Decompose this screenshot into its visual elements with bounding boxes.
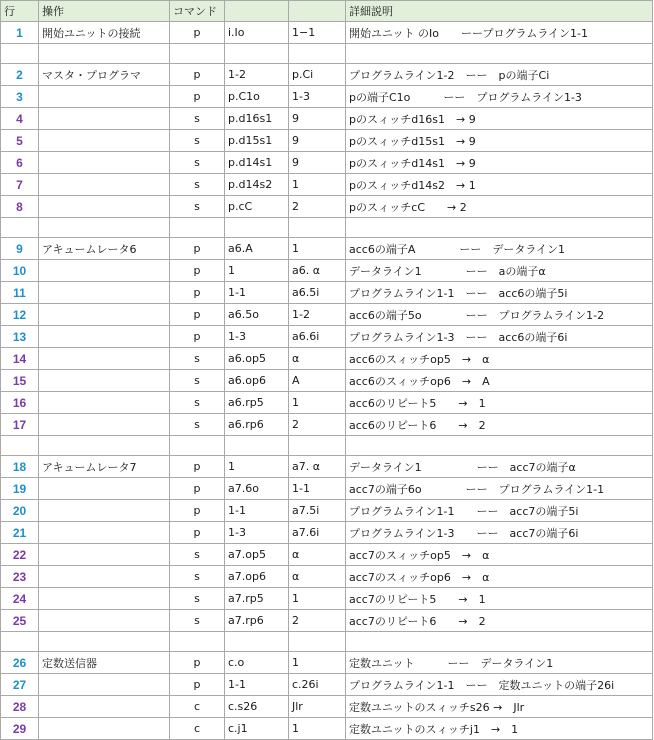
arg1-cell[interactable]: 1-3 [225, 326, 289, 348]
command-cell[interactable]: c [170, 696, 225, 718]
arg2-cell[interactable]: a7.5i [289, 500, 346, 522]
command-cell[interactable]: p [170, 238, 225, 260]
operation-cell[interactable]: アキュームレータ7 [39, 456, 170, 478]
table-row [1, 86, 653, 108]
operation-cell[interactable] [39, 260, 170, 282]
row-number-cell[interactable]: 4 [1, 108, 39, 130]
table-row [1, 108, 653, 130]
arg1-cell[interactable]: a7.rp6 [225, 610, 289, 632]
arg1-cell[interactable]: a6.A [225, 238, 289, 260]
row-number-cell[interactable]: 1 [1, 22, 39, 44]
description-cell[interactable]: pのスィッチd15s1 → 9 [346, 130, 653, 152]
table-row [1, 674, 653, 696]
arg2-cell[interactable]: 1 [289, 718, 346, 740]
table-row [1, 652, 653, 674]
table-row [1, 522, 653, 544]
arg1-cell[interactable]: 1 [225, 456, 289, 478]
row-number-cell[interactable]: 13 [1, 326, 39, 348]
arg1-cell[interactable]: 1-3 [225, 522, 289, 544]
command-cell[interactable]: s [170, 348, 225, 370]
arg2-cell[interactable]: α [289, 566, 346, 588]
operation-cell[interactable] [39, 196, 170, 218]
row-number-cell[interactable]: 19 [1, 478, 39, 500]
arg1-cell[interactable]: c.j1 [225, 718, 289, 740]
spacer-row [1, 436, 653, 456]
command-cell[interactable]: p [170, 674, 225, 696]
operation-cell[interactable]: 開始ユニットの接続 [39, 22, 170, 44]
arg1-cell[interactable]: a7.op5 [225, 544, 289, 566]
row-number-cell[interactable]: 2 [1, 64, 39, 86]
command-cell[interactable]: s [170, 414, 225, 436]
table-row [1, 414, 653, 436]
row-number-cell[interactable]: 20 [1, 500, 39, 522]
operation-cell[interactable] [39, 588, 170, 610]
arg1-cell[interactable]: a7.rp5 [225, 588, 289, 610]
description-cell[interactable]: acc7の端子6o ーー プログラムライン1-1 [346, 478, 653, 500]
header-operation[interactable]: 操作 [39, 1, 170, 22]
arg2-cell[interactable]: a6.6i [289, 326, 346, 348]
operation-cell[interactable] [39, 370, 170, 392]
description-cell[interactable]: pのスィッチd14s1 → 9 [346, 152, 653, 174]
arg2-cell[interactable]: 1-2 [289, 304, 346, 326]
arg1-cell[interactable]: c.o [225, 652, 289, 674]
empty-cell[interactable] [346, 44, 653, 64]
description-cell[interactable]: acc7のリピート6 → 2 [346, 610, 653, 632]
table-row [1, 718, 653, 740]
table-row [1, 304, 653, 326]
arg2-cell[interactable]: p.Ci [289, 64, 346, 86]
description-cell[interactable]: データライン1 ーー acc7の端子α [346, 456, 653, 478]
command-cell[interactable]: p [170, 326, 225, 348]
header-arg2[interactable] [289, 1, 346, 22]
empty-cell[interactable] [1, 436, 39, 456]
description-cell[interactable]: acc6のリピート5 → 1 [346, 392, 653, 414]
arg2-cell[interactable]: 1−1 [289, 22, 346, 44]
row-number-cell[interactable]: 6 [1, 152, 39, 174]
arg1-cell[interactable]: c.s26 [225, 696, 289, 718]
empty-cell[interactable] [170, 44, 225, 64]
operation-cell[interactable] [39, 304, 170, 326]
row-number-cell[interactable]: 5 [1, 130, 39, 152]
operation-cell[interactable] [39, 500, 170, 522]
empty-cell[interactable] [170, 632, 225, 652]
arg2-cell[interactable]: A [289, 370, 346, 392]
description-cell[interactable]: pのスィッチd16s1 → 9 [346, 108, 653, 130]
table-row [1, 64, 653, 86]
arg2-cell[interactable]: 9 [289, 152, 346, 174]
table-row [1, 130, 653, 152]
header-row-number[interactable]: 行 [1, 1, 39, 22]
row-number-cell[interactable]: 22 [1, 544, 39, 566]
command-cell[interactable]: s [170, 196, 225, 218]
header-arg1[interactable] [225, 1, 289, 22]
empty-cell[interactable] [225, 44, 289, 64]
arg1-cell[interactable]: p.d14s1 [225, 152, 289, 174]
arg2-cell[interactable]: 9 [289, 108, 346, 130]
description-cell[interactable]: プログラムライン1-3 ーー acc7の端子6i [346, 522, 653, 544]
command-cell[interactable]: s [170, 370, 225, 392]
description-cell[interactable]: プログラムライン1-1 ーー acc6の端子5i [346, 282, 653, 304]
spacer-row [1, 632, 653, 652]
empty-cell[interactable] [289, 218, 346, 238]
table-row [1, 260, 653, 282]
arg2-cell[interactable]: 2 [289, 196, 346, 218]
operation-cell[interactable] [39, 152, 170, 174]
arg2-cell[interactable]: α [289, 348, 346, 370]
row-number-cell[interactable]: 14 [1, 348, 39, 370]
arg1-cell[interactable]: a7.op6 [225, 566, 289, 588]
table-row [1, 238, 653, 260]
operation-cell[interactable] [39, 610, 170, 632]
operation-cell[interactable] [39, 478, 170, 500]
arg2-cell[interactable]: 2 [289, 610, 346, 632]
arg2-cell[interactable]: 1 [289, 238, 346, 260]
row-number-cell[interactable]: 25 [1, 610, 39, 632]
arg1-cell[interactable]: p.C1o [225, 86, 289, 108]
operation-cell[interactable] [39, 326, 170, 348]
table-row [1, 500, 653, 522]
arg1-cell[interactable]: a6.op6 [225, 370, 289, 392]
table-row [1, 152, 653, 174]
command-cell[interactable]: s [170, 588, 225, 610]
arg2-cell[interactable]: 1-3 [289, 86, 346, 108]
row-number-cell[interactable]: 12 [1, 304, 39, 326]
description-cell[interactable]: pのスィッチcC → 2 [346, 196, 653, 218]
description-cell[interactable]: プログラムライン1-1 ーー acc7の端子5i [346, 500, 653, 522]
header-row [1, 1, 653, 22]
command-cell[interactable]: p [170, 522, 225, 544]
arg1-cell[interactable]: 1-2 [225, 64, 289, 86]
operation-cell[interactable] [39, 674, 170, 696]
row-number-cell[interactable]: 21 [1, 522, 39, 544]
command-cell[interactable]: p [170, 86, 225, 108]
empty-cell[interactable] [39, 436, 170, 456]
arg1-cell[interactable]: 1 [225, 260, 289, 282]
arg1-cell[interactable]: p.d15s1 [225, 130, 289, 152]
command-cell[interactable]: s [170, 392, 225, 414]
command-cell[interactable]: s [170, 152, 225, 174]
command-cell[interactable]: s [170, 130, 225, 152]
row-number-cell[interactable]: 7 [1, 174, 39, 196]
empty-cell[interactable] [346, 218, 653, 238]
command-cell[interactable]: p [170, 304, 225, 326]
arg2-cell[interactable]: 1 [289, 652, 346, 674]
description-cell[interactable]: acc7のスィッチop6 → α [346, 566, 653, 588]
empty-cell[interactable] [225, 218, 289, 238]
description-cell[interactable]: acc6のスィッチop6 → A [346, 370, 653, 392]
empty-cell[interactable] [39, 218, 170, 238]
command-cell[interactable]: s [170, 108, 225, 130]
description-cell[interactable]: acc6の端子5o ーー プログラムライン1-2 [346, 304, 653, 326]
command-cell[interactable]: p [170, 64, 225, 86]
operation-cell[interactable]: アキュームレータ6 [39, 238, 170, 260]
command-cell[interactable]: s [170, 544, 225, 566]
table-row [1, 478, 653, 500]
arg2-cell[interactable]: 1 [289, 392, 346, 414]
operation-cell[interactable] [39, 566, 170, 588]
arg2-cell[interactable]: 1-1 [289, 478, 346, 500]
description-cell[interactable]: acc6のスィッチop5 → α [346, 348, 653, 370]
table-row [1, 610, 653, 632]
command-cell[interactable]: c [170, 718, 225, 740]
row-number-cell[interactable]: 28 [1, 696, 39, 718]
row-number-cell[interactable]: 27 [1, 674, 39, 696]
table-row [1, 326, 653, 348]
table-row [1, 544, 653, 566]
command-cell[interactable]: p [170, 22, 225, 44]
empty-cell[interactable] [39, 44, 170, 64]
arg2-cell[interactable]: 2 [289, 414, 346, 436]
spacer-row [1, 44, 653, 64]
operation-cell[interactable] [39, 392, 170, 414]
arg2-cell[interactable]: a7. α [289, 456, 346, 478]
arg2-cell[interactable]: α [289, 544, 346, 566]
header-description[interactable]: 詳細説明 [346, 1, 653, 22]
table-row [1, 566, 653, 588]
arg2-cell[interactable]: 1 [289, 174, 346, 196]
arg2-cell[interactable]: 1 [289, 588, 346, 610]
arg1-cell[interactable]: i.Io [225, 22, 289, 44]
table-row [1, 588, 653, 610]
arg2-cell[interactable]: 9 [289, 130, 346, 152]
row-number-cell[interactable]: 24 [1, 588, 39, 610]
row-number-cell[interactable]: 26 [1, 652, 39, 674]
description-cell[interactable]: acc6の端子A ーー データライン1 [346, 238, 653, 260]
operation-cell[interactable]: 定数送信器 [39, 652, 170, 674]
operation-cell[interactable] [39, 348, 170, 370]
table-row [1, 392, 653, 414]
arg1-cell[interactable]: a6.rp6 [225, 414, 289, 436]
arg1-cell[interactable]: a7.6o [225, 478, 289, 500]
empty-cell[interactable] [225, 632, 289, 652]
table-row [1, 456, 653, 478]
operation-cell[interactable] [39, 108, 170, 130]
arg1-cell[interactable]: p.d16s1 [225, 108, 289, 130]
row-number-cell[interactable]: 9 [1, 238, 39, 260]
command-cell[interactable]: p [170, 500, 225, 522]
arg2-cell[interactable]: c.26i [289, 674, 346, 696]
description-cell[interactable]: acc7のリピート5 → 1 [346, 588, 653, 610]
row-number-cell[interactable]: 23 [1, 566, 39, 588]
description-cell[interactable]: プログラムライン1-3 ーー acc6の端子6i [346, 326, 653, 348]
operation-cell[interactable] [39, 86, 170, 108]
operation-cell[interactable] [39, 282, 170, 304]
empty-cell[interactable] [289, 44, 346, 64]
command-cell[interactable]: p [170, 456, 225, 478]
row-number-cell[interactable]: 3 [1, 86, 39, 108]
operation-cell[interactable] [39, 718, 170, 740]
table-row [1, 196, 653, 218]
empty-cell[interactable] [289, 436, 346, 456]
header-command[interactable]: コマンド [170, 1, 225, 22]
description-cell[interactable]: 定数ユニットのスィッチj1 → 1 [346, 718, 653, 740]
row-number-cell[interactable]: 8 [1, 196, 39, 218]
operation-cell[interactable] [39, 130, 170, 152]
description-cell[interactable]: データライン1 ーー aの端子α [346, 260, 653, 282]
command-cell[interactable]: p [170, 260, 225, 282]
empty-cell[interactable] [170, 436, 225, 456]
arg1-cell[interactable]: 1-1 [225, 674, 289, 696]
arg1-cell[interactable]: p.cC [225, 196, 289, 218]
arg2-cell[interactable]: Jlr [289, 696, 346, 718]
command-cell[interactable]: s [170, 174, 225, 196]
command-cell[interactable]: p [170, 652, 225, 674]
row-number-cell[interactable]: 29 [1, 718, 39, 740]
table-row [1, 348, 653, 370]
empty-cell[interactable] [225, 436, 289, 456]
operation-cell[interactable] [39, 414, 170, 436]
arg1-cell[interactable]: 1-1 [225, 282, 289, 304]
command-cell[interactable]: s [170, 566, 225, 588]
empty-cell[interactable] [1, 218, 39, 238]
row-number-cell[interactable]: 18 [1, 456, 39, 478]
arg2-cell[interactable]: a7.6i [289, 522, 346, 544]
table-row [1, 696, 653, 718]
row-number-cell[interactable]: 11 [1, 282, 39, 304]
table-row [1, 370, 653, 392]
empty-cell[interactable] [346, 436, 653, 456]
command-cell[interactable]: s [170, 610, 225, 632]
operation-cell[interactable] [39, 174, 170, 196]
arg1-cell[interactable]: a6.5o [225, 304, 289, 326]
row-number-cell[interactable]: 10 [1, 260, 39, 282]
table-row [1, 22, 653, 44]
operation-cell[interactable]: マスタ・プログラマ [39, 64, 170, 86]
empty-cell[interactable] [1, 44, 39, 64]
arg2-cell[interactable]: a6.5i [289, 282, 346, 304]
description-cell[interactable]: acc7のスィッチop5 → α [346, 544, 653, 566]
description-cell[interactable]: プログラムライン1-1 ーー 定数ユニットの端子26i [346, 674, 653, 696]
empty-cell[interactable] [39, 632, 170, 652]
empty-cell[interactable] [346, 632, 653, 652]
description-cell[interactable]: 定数ユニットのスィッチs26 → Jlr [346, 696, 653, 718]
description-cell[interactable]: 開始ユニット のIo ーープログラムライン1-1 [346, 22, 653, 44]
empty-cell[interactable] [289, 632, 346, 652]
empty-cell[interactable] [170, 218, 225, 238]
operation-cell[interactable] [39, 696, 170, 718]
description-cell[interactable]: pの端子C1o ーー プログラムライン1-3 [346, 86, 653, 108]
table-row [1, 282, 653, 304]
description-cell[interactable]: acc6のリピート6 → 2 [346, 414, 653, 436]
operation-cell[interactable] [39, 522, 170, 544]
operation-cell[interactable] [39, 544, 170, 566]
row-number-cell[interactable]: 16 [1, 392, 39, 414]
description-cell[interactable]: pのスィッチd14s2 → 1 [346, 174, 653, 196]
spacer-row [1, 218, 653, 238]
table-row [1, 174, 653, 196]
arg1-cell[interactable]: a6.op5 [225, 348, 289, 370]
command-cell[interactable]: p [170, 282, 225, 304]
arg1-cell[interactable]: p.d14s2 [225, 174, 289, 196]
description-cell[interactable]: 定数ユニット ーー データライン1 [346, 652, 653, 674]
arg1-cell[interactable]: a6.rp5 [225, 392, 289, 414]
empty-cell[interactable] [1, 632, 39, 652]
command-cell[interactable]: p [170, 478, 225, 500]
description-cell[interactable]: プログラムライン1-2 ーー pの端子Ci [346, 64, 653, 86]
arg2-cell[interactable]: a6. α [289, 260, 346, 282]
arg1-cell[interactable]: 1-1 [225, 500, 289, 522]
row-number-cell[interactable]: 15 [1, 370, 39, 392]
row-number-cell[interactable]: 17 [1, 414, 39, 436]
